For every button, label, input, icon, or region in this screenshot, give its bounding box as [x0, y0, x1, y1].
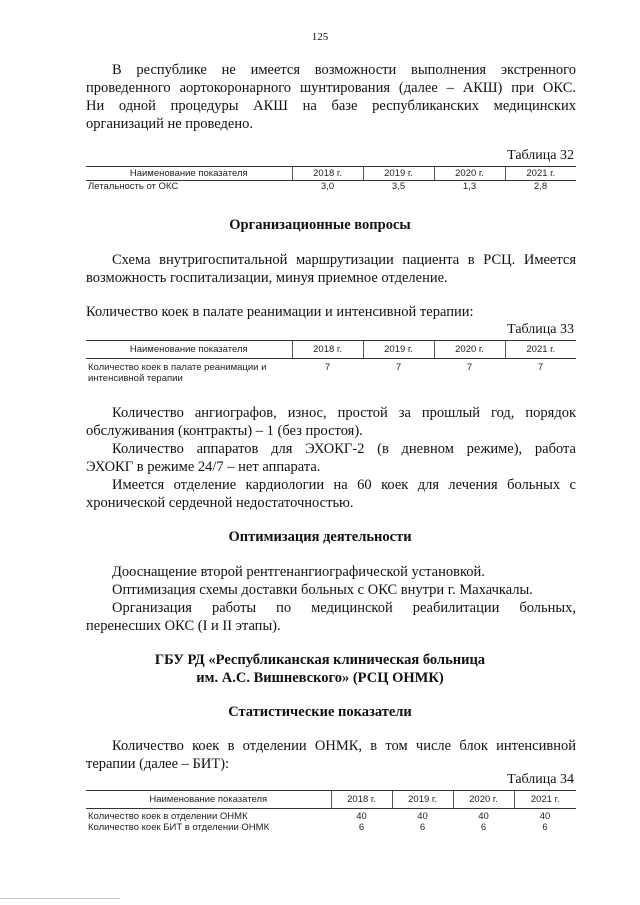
- table-header-row: [86, 341, 576, 359]
- intro-line: Ни одной процедуры АКШ на базе республиканских медицинских: [86, 98, 576, 114]
- table-cell: 6: [480, 822, 487, 833]
- intro-line: организаций не проведено.: [86, 116, 254, 132]
- row-label: Летальность от ОКС: [88, 181, 179, 192]
- table-row: [86, 822, 576, 833]
- optimization-item: Организация работы по медицинской реабилитации больных,: [112, 600, 576, 616]
- table-header-row: [86, 791, 576, 809]
- table-cell: 40: [417, 811, 428, 822]
- beds-intro: Количество коек в палате реанимации и интенсивной терапии:: [86, 304, 474, 320]
- column-header: 2018 г.: [331, 791, 392, 809]
- stats-paragraph-line: терапии (далее – БИТ):: [86, 756, 230, 772]
- table-cell: 6: [542, 822, 548, 833]
- row-label: [86, 359, 292, 385]
- table-cell: 7: [395, 362, 402, 373]
- equipment-line: Количество аппаратов для ЭХОКГ-2 (в дневном режиме), работа: [112, 441, 576, 457]
- row-label: Количество коек БИТ в отделении ОНМК: [88, 822, 270, 833]
- table-33: [86, 340, 576, 384]
- column-header: 2019 г.: [392, 791, 453, 809]
- row-label-line: интенсивной терапии: [88, 373, 183, 384]
- table-34: [86, 790, 576, 833]
- table-cell: 7: [466, 362, 473, 373]
- column-header: Наименование показателя: [86, 341, 292, 359]
- hospital-title-line: ГБУ РД «Республиканская клиническая больница: [154, 652, 486, 668]
- row-label: Количество коек в отделении ОНМК: [88, 811, 248, 822]
- table-cell: 3,0: [320, 181, 335, 192]
- page-number: 125: [311, 31, 329, 43]
- column-header: 2021 г.: [505, 167, 576, 181]
- equipment-line: Имеется отделение кардиологии на 60 коек для лечения больных с: [112, 477, 576, 493]
- table-cell: 40: [478, 811, 489, 822]
- intro-line: В республике не имеется возможности выполнения экстренного: [112, 62, 576, 78]
- table-cell: 7: [324, 362, 331, 373]
- table-cell: 6: [358, 822, 365, 833]
- equipment-line: Количество ангиографов, износ, простой за прошлый год, порядок: [112, 405, 576, 421]
- optimization-item: Дооснащение второй рентгенангиографической установкой.: [112, 564, 485, 580]
- column-header: Наименование показателя: [86, 167, 292, 181]
- column-header: 2020 г.: [434, 167, 505, 181]
- column-header: 2020 г.: [434, 341, 505, 359]
- table-cell: 7: [537, 362, 544, 373]
- optimization-item: Оптимизация схемы доставки больных с ОКС внутри г. Махачкалы.: [112, 582, 533, 598]
- column-header: 2020 г.: [453, 791, 514, 809]
- row-label-line: Количество коек в палате реанимации и: [88, 362, 267, 373]
- org-paragraph-line: возможность госпитализации, минуя приемное отделение.: [86, 270, 448, 286]
- column-header: 2019 г.: [363, 341, 434, 359]
- stats-paragraph-line: Количество коек в отделении ОНМК, в том числе блок интенсивной: [112, 738, 576, 754]
- table-row: [86, 359, 576, 385]
- org-paragraph-line: Схема внутригоспитальной маршрутизации пациента в РСЦ. Имеется: [112, 252, 576, 268]
- table-cell: 3,5: [391, 181, 406, 192]
- hospital-title-line: им. А.С. Вишневского» (РСЦ ОНМК): [196, 670, 444, 686]
- scan-artifact-line: [0, 898, 120, 899]
- equipment-line: ЭХОКГ в режиме 24/7 – нет аппарата.: [86, 459, 321, 475]
- table-cell: 40: [356, 811, 367, 822]
- table-row: [86, 181, 576, 193]
- section-heading-optimization: Оптимизация деятельности: [228, 529, 412, 545]
- table-cell: 2,8: [533, 181, 548, 192]
- column-header: 2021 г.: [514, 791, 576, 809]
- table-header-row: [86, 167, 576, 181]
- table-32-caption: Таблица 32: [507, 148, 574, 163]
- column-header: 2018 г.: [292, 341, 363, 359]
- table-33-caption: Таблица 33: [507, 322, 574, 337]
- column-header: 2018 г.: [292, 167, 363, 181]
- section-heading-org: Организационные вопросы: [229, 217, 411, 233]
- optimization-item: перенесших ОКС (I и II этапы).: [86, 618, 281, 634]
- section-heading-stats: Статистические показатели: [228, 704, 412, 720]
- table-34-caption: Таблица 34: [507, 772, 574, 787]
- table-cell: 6: [419, 822, 426, 833]
- table-cell: 1,3: [462, 181, 477, 192]
- equipment-line: обслуживания (контракты) – 1 (без простоя).: [86, 423, 363, 439]
- table-cell: 40: [539, 811, 551, 822]
- column-header: 2019 г.: [363, 167, 434, 181]
- table-row: [86, 809, 576, 823]
- table-32: [86, 166, 576, 192]
- column-header: 2021 г.: [505, 341, 576, 359]
- equipment-line: хронической сердечной недостаточностью.: [86, 495, 354, 511]
- intro-line: проведенного аортокоронарного шунтирования (далее – АКШ) при ОКС.: [86, 80, 576, 96]
- column-header: Наименование показателя: [86, 791, 331, 809]
